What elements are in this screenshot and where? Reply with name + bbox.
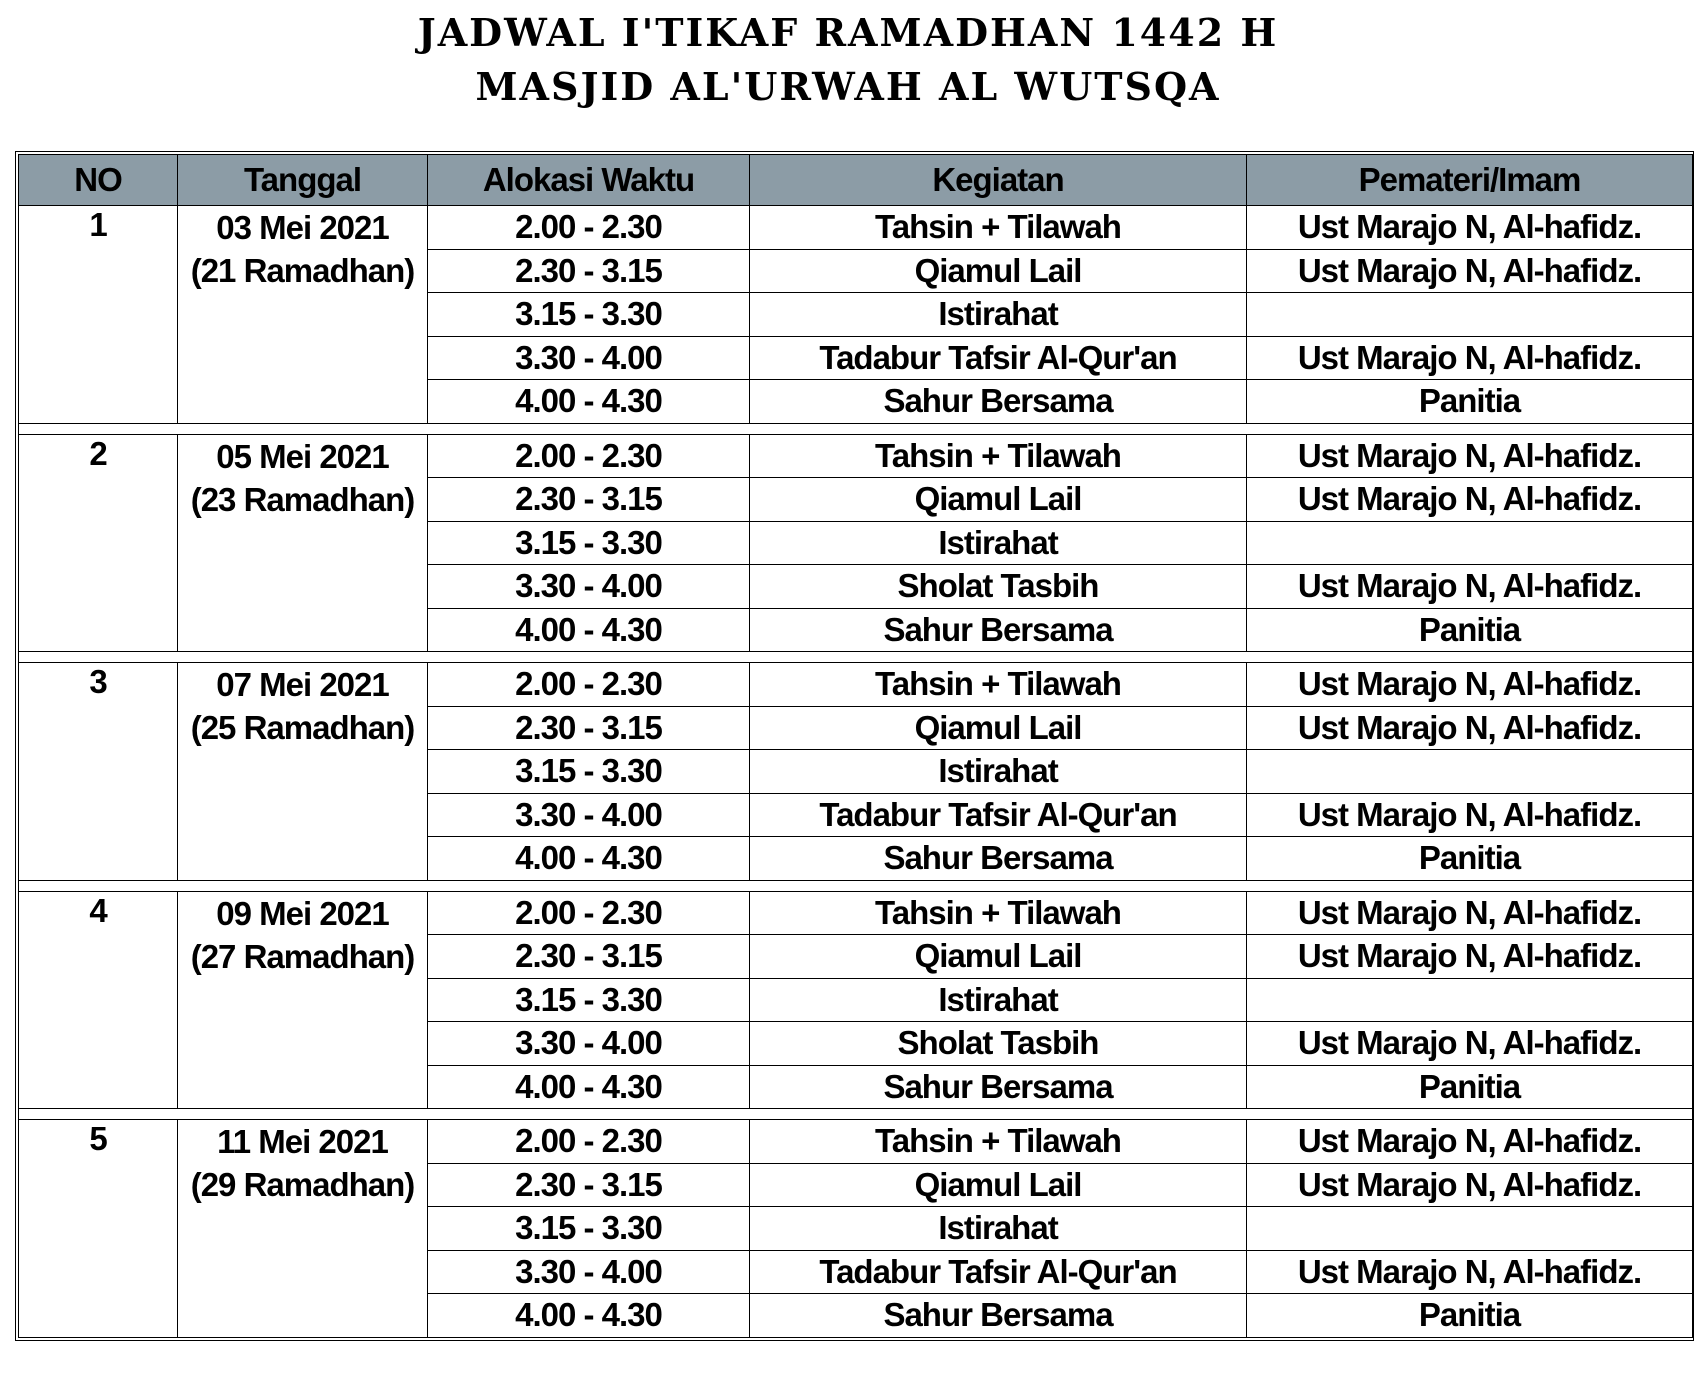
activity: Istirahat (750, 750, 1247, 794)
table-row (19, 663, 1693, 707)
speaker: Panitia (1247, 608, 1693, 652)
activity: Qiamul Lail (750, 1163, 1247, 1207)
header-no: NO (19, 155, 178, 206)
activity: Tadabur Tafsir Al-Qur'an (750, 336, 1247, 380)
day-date-cell (178, 891, 428, 1109)
gregorian-date: 11 Mei 2021 (217, 1123, 388, 1160)
table-row (19, 434, 1693, 478)
activity: Istirahat (750, 1207, 1247, 1251)
activity: Sahur Bersama (750, 1294, 1247, 1338)
separator-cell (19, 423, 1693, 434)
gregorian-date: 09 Mei 2021 (216, 894, 389, 932)
hijri-date: (25 Ramadhan) (190, 709, 415, 746)
header-alokasi-waktu: Alokasi Waktu (428, 155, 750, 206)
speaker: Ust Marajo N, Al-hafidz. (1247, 478, 1693, 522)
speaker: Ust Marajo N, Al-hafidz. (1247, 935, 1693, 979)
table-row (19, 1120, 1693, 1164)
time-slot: 2.00 - 2.30 (428, 206, 750, 250)
group-separator (19, 652, 1693, 663)
time-slot: 3.30 - 4.00 (428, 1250, 750, 1294)
time-slot: 3.30 - 4.00 (428, 565, 750, 609)
activity: Tahsin + Tilawah (750, 206, 1247, 250)
speaker: Ust Marajo N, Al-hafidz. (1247, 336, 1693, 380)
time-slot: 2.00 - 2.30 (428, 663, 750, 707)
speaker: Panitia (1247, 380, 1693, 424)
activity: Qiamul Lail (750, 706, 1247, 750)
separator-cell (19, 1109, 1693, 1120)
activity: Sholat Tasbih (750, 1022, 1247, 1066)
speaker (1247, 978, 1693, 1022)
activity: Qiamul Lail (750, 478, 1247, 522)
table-body (19, 206, 1693, 1338)
hijri-date: (27 Ramadhan) (190, 937, 415, 975)
gregorian-date: 07 Mei 2021 (216, 666, 389, 703)
group-separator (19, 880, 1693, 891)
time-slot: 4.00 - 4.30 (428, 837, 750, 881)
speaker: Panitia (1247, 1065, 1693, 1109)
time-slot: 3.15 - 3.30 (428, 978, 750, 1022)
day-number: 5 (19, 1120, 178, 1338)
speaker: Ust Marajo N, Al-hafidz. (1247, 1120, 1693, 1164)
day-number: 2 (19, 434, 178, 652)
time-slot: 2.00 - 2.30 (428, 434, 750, 478)
speaker: Ust Marajo N, Al-hafidz. (1247, 1250, 1693, 1294)
time-slot: 3.15 - 3.30 (428, 521, 750, 565)
hijri-date: (21 Ramadhan) (190, 252, 415, 289)
activity: Sahur Bersama (750, 608, 1247, 652)
speaker (1247, 750, 1693, 794)
speaker: Ust Marajo N, Al-hafidz. (1247, 206, 1693, 250)
speaker: Ust Marajo N, Al-hafidz. (1247, 434, 1693, 478)
day-number: 3 (19, 663, 178, 881)
page-subtitle: MASJID AL'URWAH AL WUTSQA (475, 64, 1221, 109)
separator-cell (19, 652, 1693, 663)
activity: Tahsin + Tilawah (750, 1120, 1247, 1164)
time-slot: 2.30 - 3.15 (428, 935, 750, 979)
day-date-cell (178, 663, 428, 881)
activity: Sahur Bersama (750, 1065, 1247, 1109)
time-slot: 2.30 - 3.15 (428, 706, 750, 750)
activity: Tahsin + Tilawah (750, 663, 1247, 707)
speaker: Ust Marajo N, Al-hafidz. (1247, 565, 1693, 609)
header-pemateri: Pemateri/Imam (1247, 155, 1693, 206)
day-date-cell (178, 1120, 428, 1338)
hijri-date: (29 Ramadhan) (190, 1166, 415, 1203)
speaker: Ust Marajo N, Al-hafidz. (1247, 663, 1693, 707)
speaker (1247, 293, 1693, 337)
time-slot: 2.30 - 3.15 (428, 478, 750, 522)
schedule-table (18, 154, 1693, 1338)
day-number: 4 (19, 891, 178, 1109)
speaker: Panitia (1247, 837, 1693, 881)
time-slot: 2.00 - 2.30 (428, 891, 750, 935)
activity: Sholat Tasbih (750, 565, 1247, 609)
speaker: Ust Marajo N, Al-hafidz. (1247, 891, 1693, 935)
page-title: JADWAL I'TIKAF RAMADHAN 1442 H (417, 10, 1279, 55)
activity: Tahsin + Tilawah (750, 891, 1247, 935)
activity: Istirahat (750, 293, 1247, 337)
activity: Tadabur Tafsir Al-Qur'an (750, 1250, 1247, 1294)
hijri-date: (23 Ramadhan) (190, 480, 415, 518)
time-slot: 4.00 - 4.30 (428, 608, 750, 652)
gregorian-date: 05 Mei 2021 (216, 437, 389, 475)
activity: Sahur Bersama (750, 837, 1247, 881)
separator-cell (19, 880, 1693, 891)
activity: Istirahat (750, 521, 1247, 565)
day-date-cell (178, 206, 428, 424)
speaker: Ust Marajo N, Al-hafidz. (1247, 706, 1693, 750)
activity: Qiamul Lail (750, 935, 1247, 979)
header-tanggal: Tanggal (178, 155, 428, 206)
activity: Istirahat (750, 978, 1247, 1022)
table-row (19, 891, 1693, 935)
speaker: Ust Marajo N, Al-hafidz. (1247, 1022, 1693, 1066)
day-number: 1 (19, 206, 178, 424)
speaker: Panitia (1247, 1294, 1693, 1338)
time-slot: 4.00 - 4.30 (428, 1294, 750, 1338)
time-slot: 3.30 - 4.00 (428, 793, 750, 837)
time-slot: 3.15 - 3.30 (428, 293, 750, 337)
day-date-cell (178, 434, 428, 652)
table-row (19, 206, 1693, 250)
header-kegiatan: Kegiatan (750, 155, 1247, 206)
gregorian-date: 03 Mei 2021 (216, 209, 389, 246)
activity: Tahsin + Tilawah (750, 434, 1247, 478)
activity: Qiamul Lail (750, 249, 1247, 293)
table-header-row (19, 155, 1693, 206)
speaker (1247, 1207, 1693, 1251)
time-slot: 2.30 - 3.15 (428, 1163, 750, 1207)
time-slot: 4.00 - 4.30 (428, 380, 750, 424)
speaker: Ust Marajo N, Al-hafidz. (1247, 793, 1693, 837)
time-slot: 3.30 - 4.00 (428, 1022, 750, 1066)
speaker: Ust Marajo N, Al-hafidz. (1247, 1163, 1693, 1207)
time-slot: 2.30 - 3.15 (428, 249, 750, 293)
time-slot: 4.00 - 4.30 (428, 1065, 750, 1109)
group-separator (19, 1109, 1693, 1120)
time-slot: 3.30 - 4.00 (428, 336, 750, 380)
speaker: Ust Marajo N, Al-hafidz. (1247, 249, 1693, 293)
schedule-table-frame (15, 151, 1694, 1341)
time-slot: 3.15 - 3.30 (428, 1207, 750, 1251)
time-slot: 3.15 - 3.30 (428, 750, 750, 794)
activity: Sahur Bersama (750, 380, 1247, 424)
speaker (1247, 521, 1693, 565)
time-slot: 2.00 - 2.30 (428, 1120, 750, 1164)
activity: Tadabur Tafsir Al-Qur'an (750, 793, 1247, 837)
group-separator (19, 423, 1693, 434)
